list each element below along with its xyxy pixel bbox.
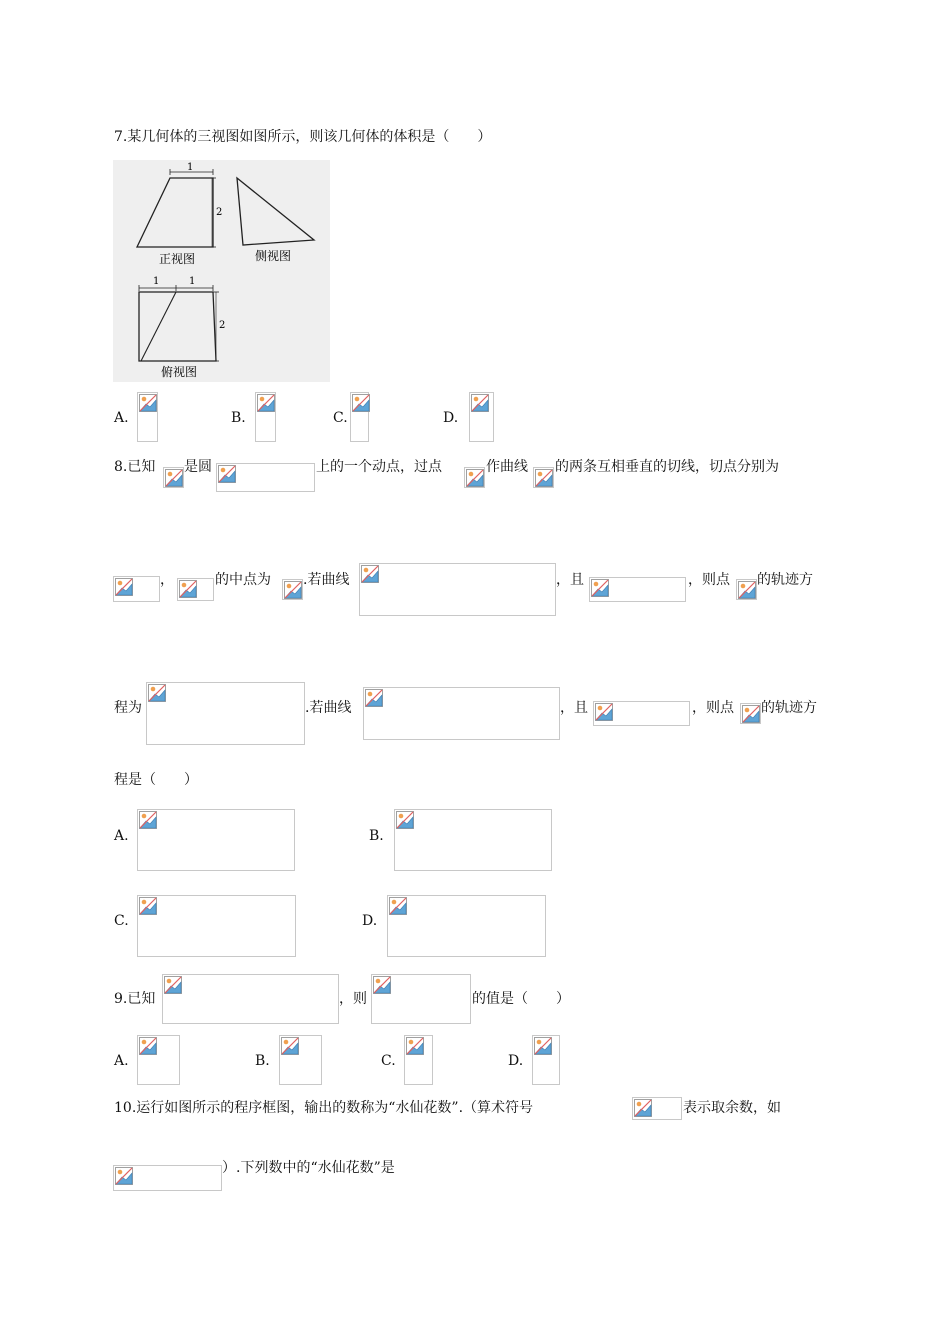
q9-formula-target: [371, 974, 471, 1024]
q7-option-a-label: A.: [114, 410, 129, 426]
q9-formula-given: [162, 974, 339, 1024]
broken-image-icon: [738, 581, 756, 599]
q10-formula-mod: [632, 1097, 682, 1120]
broken-image-icon: [396, 811, 414, 829]
q7-option-d-label: D.: [443, 410, 459, 426]
q8-text-1c: 上的一个动点，过点: [316, 459, 442, 475]
broken-image-icon: [466, 469, 484, 487]
q8-text-2c: .若曲线: [303, 572, 350, 588]
broken-image-icon: [591, 579, 609, 597]
q8-text-3e: 的轨迹方: [761, 700, 817, 716]
q8-text-3c: ，且: [560, 700, 588, 716]
broken-image-icon: [165, 469, 183, 487]
q8-text-2e: ，则点: [688, 572, 730, 588]
q9-option-d-label: D.: [508, 1053, 524, 1069]
q9-option-a-image: [137, 1035, 180, 1085]
q8-formula-Q3: [740, 703, 761, 724]
q8-formula-Q: [282, 579, 303, 600]
broken-image-icon: [742, 705, 760, 723]
broken-image-icon: [218, 465, 236, 483]
q10-formula-example: [113, 1165, 222, 1191]
q8-formula-locus-1: [146, 682, 305, 745]
q9-option-c-image: [404, 1035, 433, 1085]
q7-stem: 7.某几何体的三视图如图所示，则该几何体的体积是（ ）: [114, 129, 492, 145]
top-dim-right: 1: [189, 276, 196, 287]
broken-image-icon: [179, 580, 197, 598]
q9-text-a: 9.已知: [114, 991, 156, 1007]
broken-image-icon: [595, 703, 613, 721]
broken-image-icon: [373, 976, 391, 994]
q9-text-b: ，则: [339, 991, 367, 1007]
q8-formula-circle: [216, 463, 315, 492]
q7-option-b-label: B.: [231, 410, 246, 426]
q8-option-b-label: B.: [369, 828, 384, 844]
front-view-label: 正视图: [159, 252, 196, 266]
q8-text-1e: 的两条互相垂直的切线，切点分别为: [555, 459, 779, 475]
q7-option-a-image: [137, 392, 158, 442]
q9-option-d-image: [532, 1035, 560, 1085]
q10-text-b: 表示取余数，如: [683, 1100, 781, 1116]
q8-formula-A: [113, 576, 160, 602]
q8-option-c-label: C.: [114, 913, 129, 929]
broken-image-icon: [365, 689, 383, 707]
q8-option-b-image: [394, 809, 552, 871]
broken-image-icon: [361, 565, 379, 583]
q8-formula-C: [533, 467, 554, 488]
q8-text-2b: 的中点为: [215, 572, 271, 588]
broken-image-icon: [148, 684, 166, 702]
q8-text-2f: 的轨迹方: [757, 572, 813, 588]
broken-image-icon: [257, 394, 275, 412]
q8-text-1b: 是圆: [184, 459, 212, 475]
broken-image-icon: [115, 1167, 133, 1185]
q9-option-a-label: A.: [114, 1053, 129, 1069]
q7-option-c-image: [350, 392, 369, 442]
broken-image-icon: [139, 897, 157, 915]
q8-option-d-label: D.: [362, 913, 378, 929]
q8-option-c-image: [137, 895, 296, 957]
broken-image-icon: [164, 976, 182, 994]
broken-image-icon: [471, 394, 489, 412]
broken-image-icon: [634, 1099, 652, 1117]
q7-option-d-image: [469, 392, 494, 442]
broken-image-icon: [139, 811, 157, 829]
q8-option-d-image: [387, 895, 546, 957]
q8-text-3d: ，则点: [692, 700, 734, 716]
q8-formula-AB: [177, 578, 214, 601]
q9-option-b-label: B.: [255, 1053, 270, 1069]
q8-text-1a: 8.已知: [114, 459, 156, 475]
top-view-label: 俯视图: [161, 365, 198, 379]
q10-text-c: ）.下列数中的“水仙花数”是: [222, 1160, 395, 1176]
side-view-label: 侧视图: [255, 249, 292, 263]
three-view-figure: [113, 160, 330, 382]
q9-option-b-image: [279, 1035, 322, 1085]
broken-image-icon: [115, 578, 133, 596]
broken-image-icon: [535, 469, 553, 487]
top-dim-left: 1: [153, 276, 160, 287]
front-dim-height: 2: [216, 207, 223, 218]
q8-formula-P: [163, 467, 184, 488]
q8-text-2d: ，且: [556, 572, 584, 588]
q8-text-3a: 程为: [114, 700, 142, 716]
broken-image-icon: [406, 1037, 424, 1055]
q10-text-a: 10.运行如图所示的程序框图，输出的数称为“水仙花数”.（算术符号: [114, 1100, 534, 1116]
q9-text-c: 的值是（ ）: [472, 991, 570, 1007]
broken-image-icon: [352, 394, 370, 412]
q7-option-b-image: [255, 392, 276, 442]
q8-formula-P2: [464, 467, 485, 488]
q9-option-c-label: C.: [381, 1053, 396, 1069]
q8-formula-curve-2: [363, 687, 560, 740]
broken-image-icon: [389, 897, 407, 915]
q8-text-3b: .若曲线: [305, 700, 352, 716]
q8-text-2a: ，: [160, 572, 174, 588]
q8-formula-condition-1: [589, 577, 686, 602]
q8-formula-curve-1: [359, 563, 556, 616]
q8-option-a-label: A.: [114, 828, 129, 844]
broken-image-icon: [534, 1037, 552, 1055]
q8-formula-Q2: [736, 579, 757, 600]
broken-image-icon: [139, 394, 157, 412]
front-dim-top: 1: [187, 162, 194, 173]
top-dim-height: 2: [219, 320, 226, 331]
broken-image-icon: [281, 1037, 299, 1055]
q8-option-a-image: [137, 809, 295, 871]
broken-image-icon: [139, 1037, 157, 1055]
broken-image-icon: [284, 581, 302, 599]
q8-formula-condition-2: [593, 701, 690, 726]
q7-option-c-label: C.: [333, 410, 348, 426]
q8-text-4: 程是（ ）: [114, 772, 198, 788]
q8-text-1d: 作曲线: [486, 459, 528, 475]
